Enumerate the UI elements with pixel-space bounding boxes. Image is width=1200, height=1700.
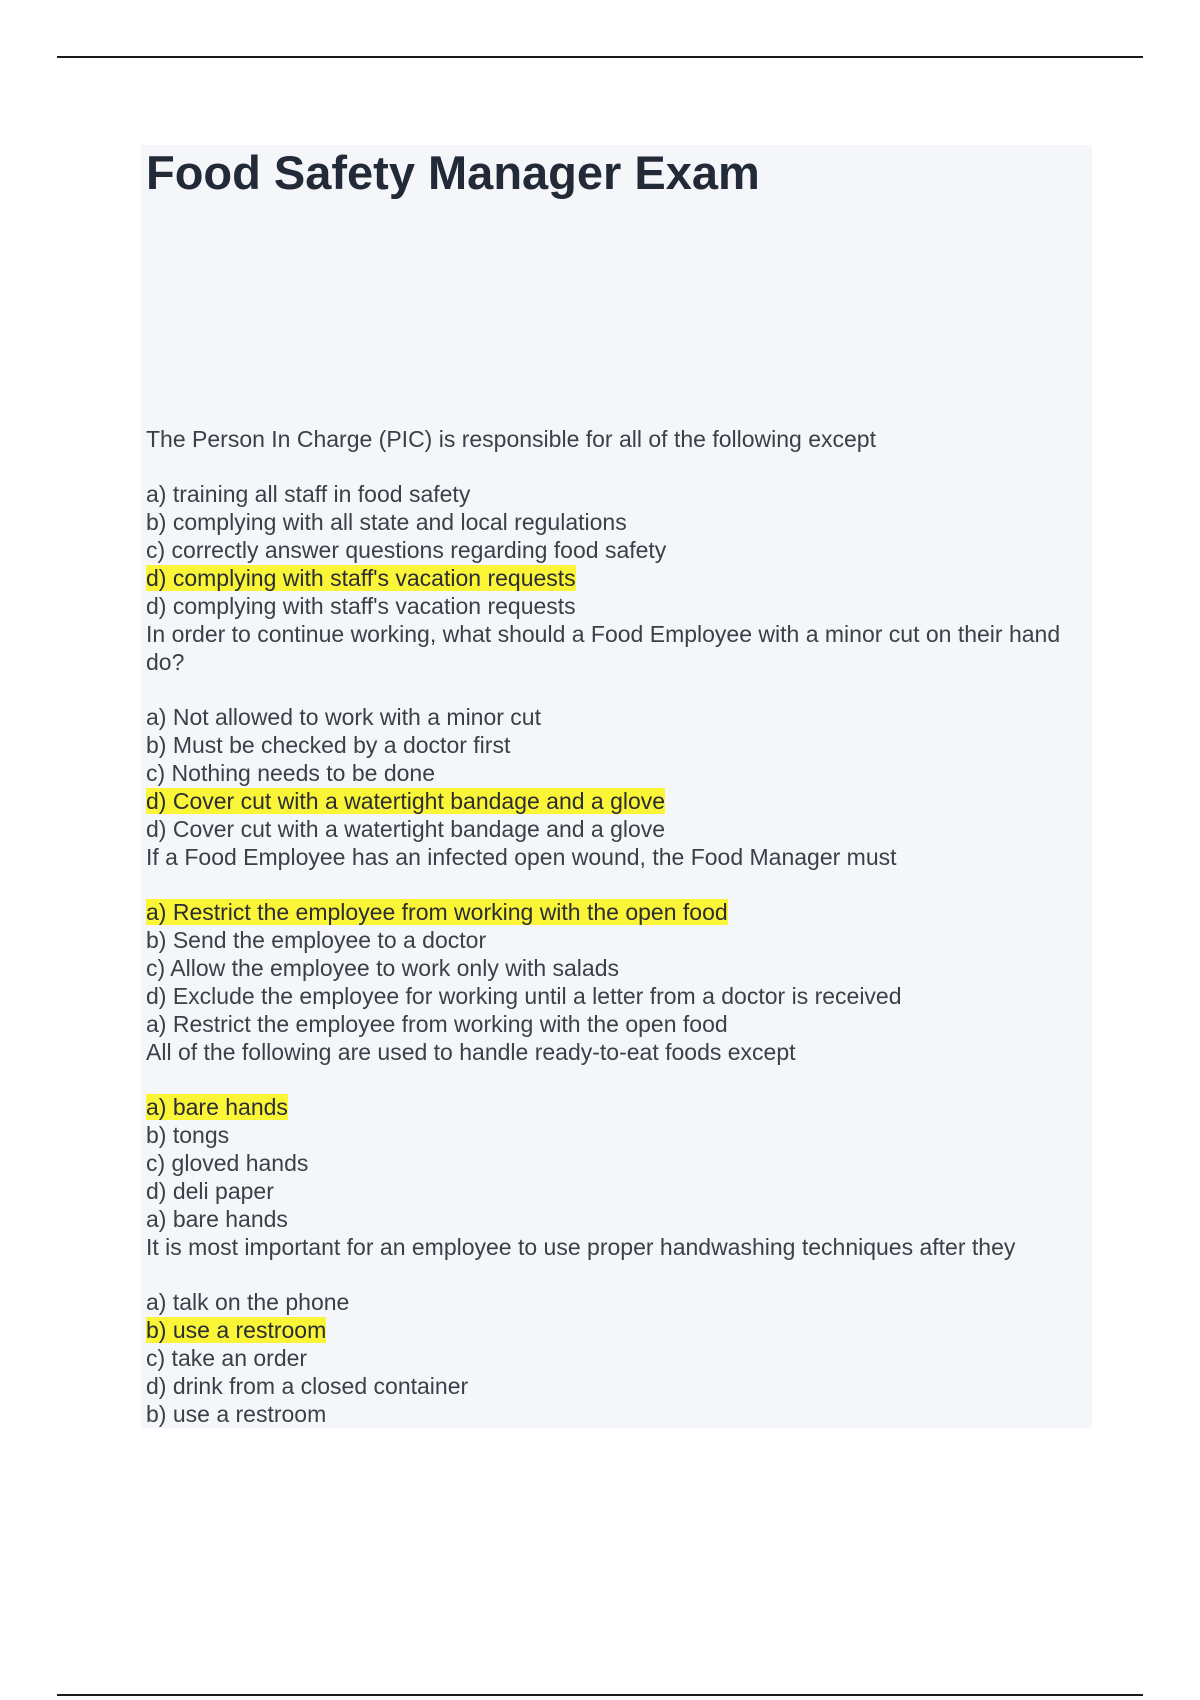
answer-option-highlighted: d) complying with staff's vacation requests <box>146 565 576 591</box>
top-rule <box>57 56 1143 58</box>
answer-option: d) deli paper <box>146 1178 274 1204</box>
bottom-rule <box>57 1694 1143 1696</box>
answer-option: c) correctly answer questions regarding food safety <box>146 537 667 563</box>
correct-answer: b) use a restroom <box>146 1401 327 1427</box>
correct-answer: a) Restrict the employee from working with the open food <box>146 1011 728 1037</box>
answer-option-highlighted: a) Restrict the employee from working with the open food <box>146 899 728 925</box>
answer-option: d) drink from a closed container <box>146 1373 469 1399</box>
question-prompt: It is most important for an employee to use proper handwashing techniques after they <box>146 1234 1016 1260</box>
answer-option: c) take an order <box>146 1345 308 1371</box>
answer-option: b) tongs <box>146 1122 230 1148</box>
correct-answer: d) Cover cut with a watertight bandage and a glove <box>146 816 666 842</box>
question-prompt: In order to continue working, what should a Food Employee with a minor cut on their hand do? <box>146 621 1061 675</box>
correct-answer: a) bare hands <box>146 1206 288 1232</box>
answer-option: b) Must be checked by a doctor first <box>146 732 511 758</box>
answer-option: c) Nothing needs to be done <box>146 760 435 786</box>
answer-option: d) Exclude the employee for working until a letter from a doctor is received <box>146 983 902 1009</box>
answer-option: c) gloved hands <box>146 1150 309 1176</box>
question-prompt: All of the following are used to handle ready-to-eat foods except <box>146 1039 796 1065</box>
answer-option: a) training all staff in food safety <box>146 481 471 507</box>
answer-option-highlighted: a) bare hands <box>146 1094 288 1120</box>
answer-option: b) Send the employee to a doctor <box>146 927 487 953</box>
answer-option-highlighted: d) Cover cut with a watertight bandage and a glove <box>146 788 666 814</box>
answer-option: c) Allow the employee to work only with salads <box>146 955 619 981</box>
answer-option: a) Not allowed to work with a minor cut <box>146 704 541 730</box>
answer-option-highlighted: b) use a restroom <box>146 1317 327 1343</box>
question-prompt: The Person In Charge (PIC) is responsible for all of the following except <box>146 426 876 452</box>
answer-option: a) talk on the phone <box>146 1289 350 1315</box>
answer-option: b) complying with all state and local regulations <box>146 509 627 535</box>
page-title: Food Safety Manager Exam <box>146 146 760 199</box>
question-prompt: If a Food Employee has an infected open wound, the Food Manager must <box>146 844 897 870</box>
correct-answer: d) complying with staff's vacation requests <box>146 593 576 619</box>
question-list <box>146 425 1086 1428</box>
